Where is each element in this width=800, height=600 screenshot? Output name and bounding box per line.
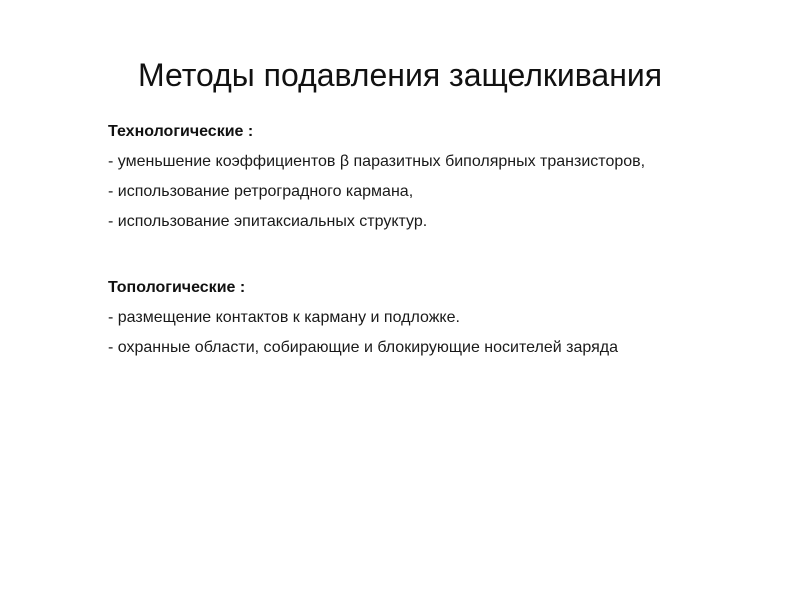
- section-technological: [108, 122, 768, 232]
- slide-content: [108, 122, 768, 368]
- section-spacer: [108, 242, 768, 278]
- list-item: - использование ретроградного кармана,: [108, 183, 414, 200]
- section-heading-technological: Технологические :: [108, 123, 254, 140]
- list-item: - размещение контактов к карману и подложке.: [108, 309, 460, 326]
- list-item: - уменьшение коэффициентов β паразитных биполярных транзисторов,: [108, 153, 646, 170]
- list-item: - использование эпитаксиальных структур.: [108, 213, 428, 230]
- section-heading-topological: Топологические :: [108, 279, 246, 296]
- section-topological: [108, 278, 768, 358]
- slide-title: Методы подавления защелкивания: [137, 57, 663, 93]
- list-item: - охранные области, собирающие и блокирующие носителей заряда: [108, 339, 618, 356]
